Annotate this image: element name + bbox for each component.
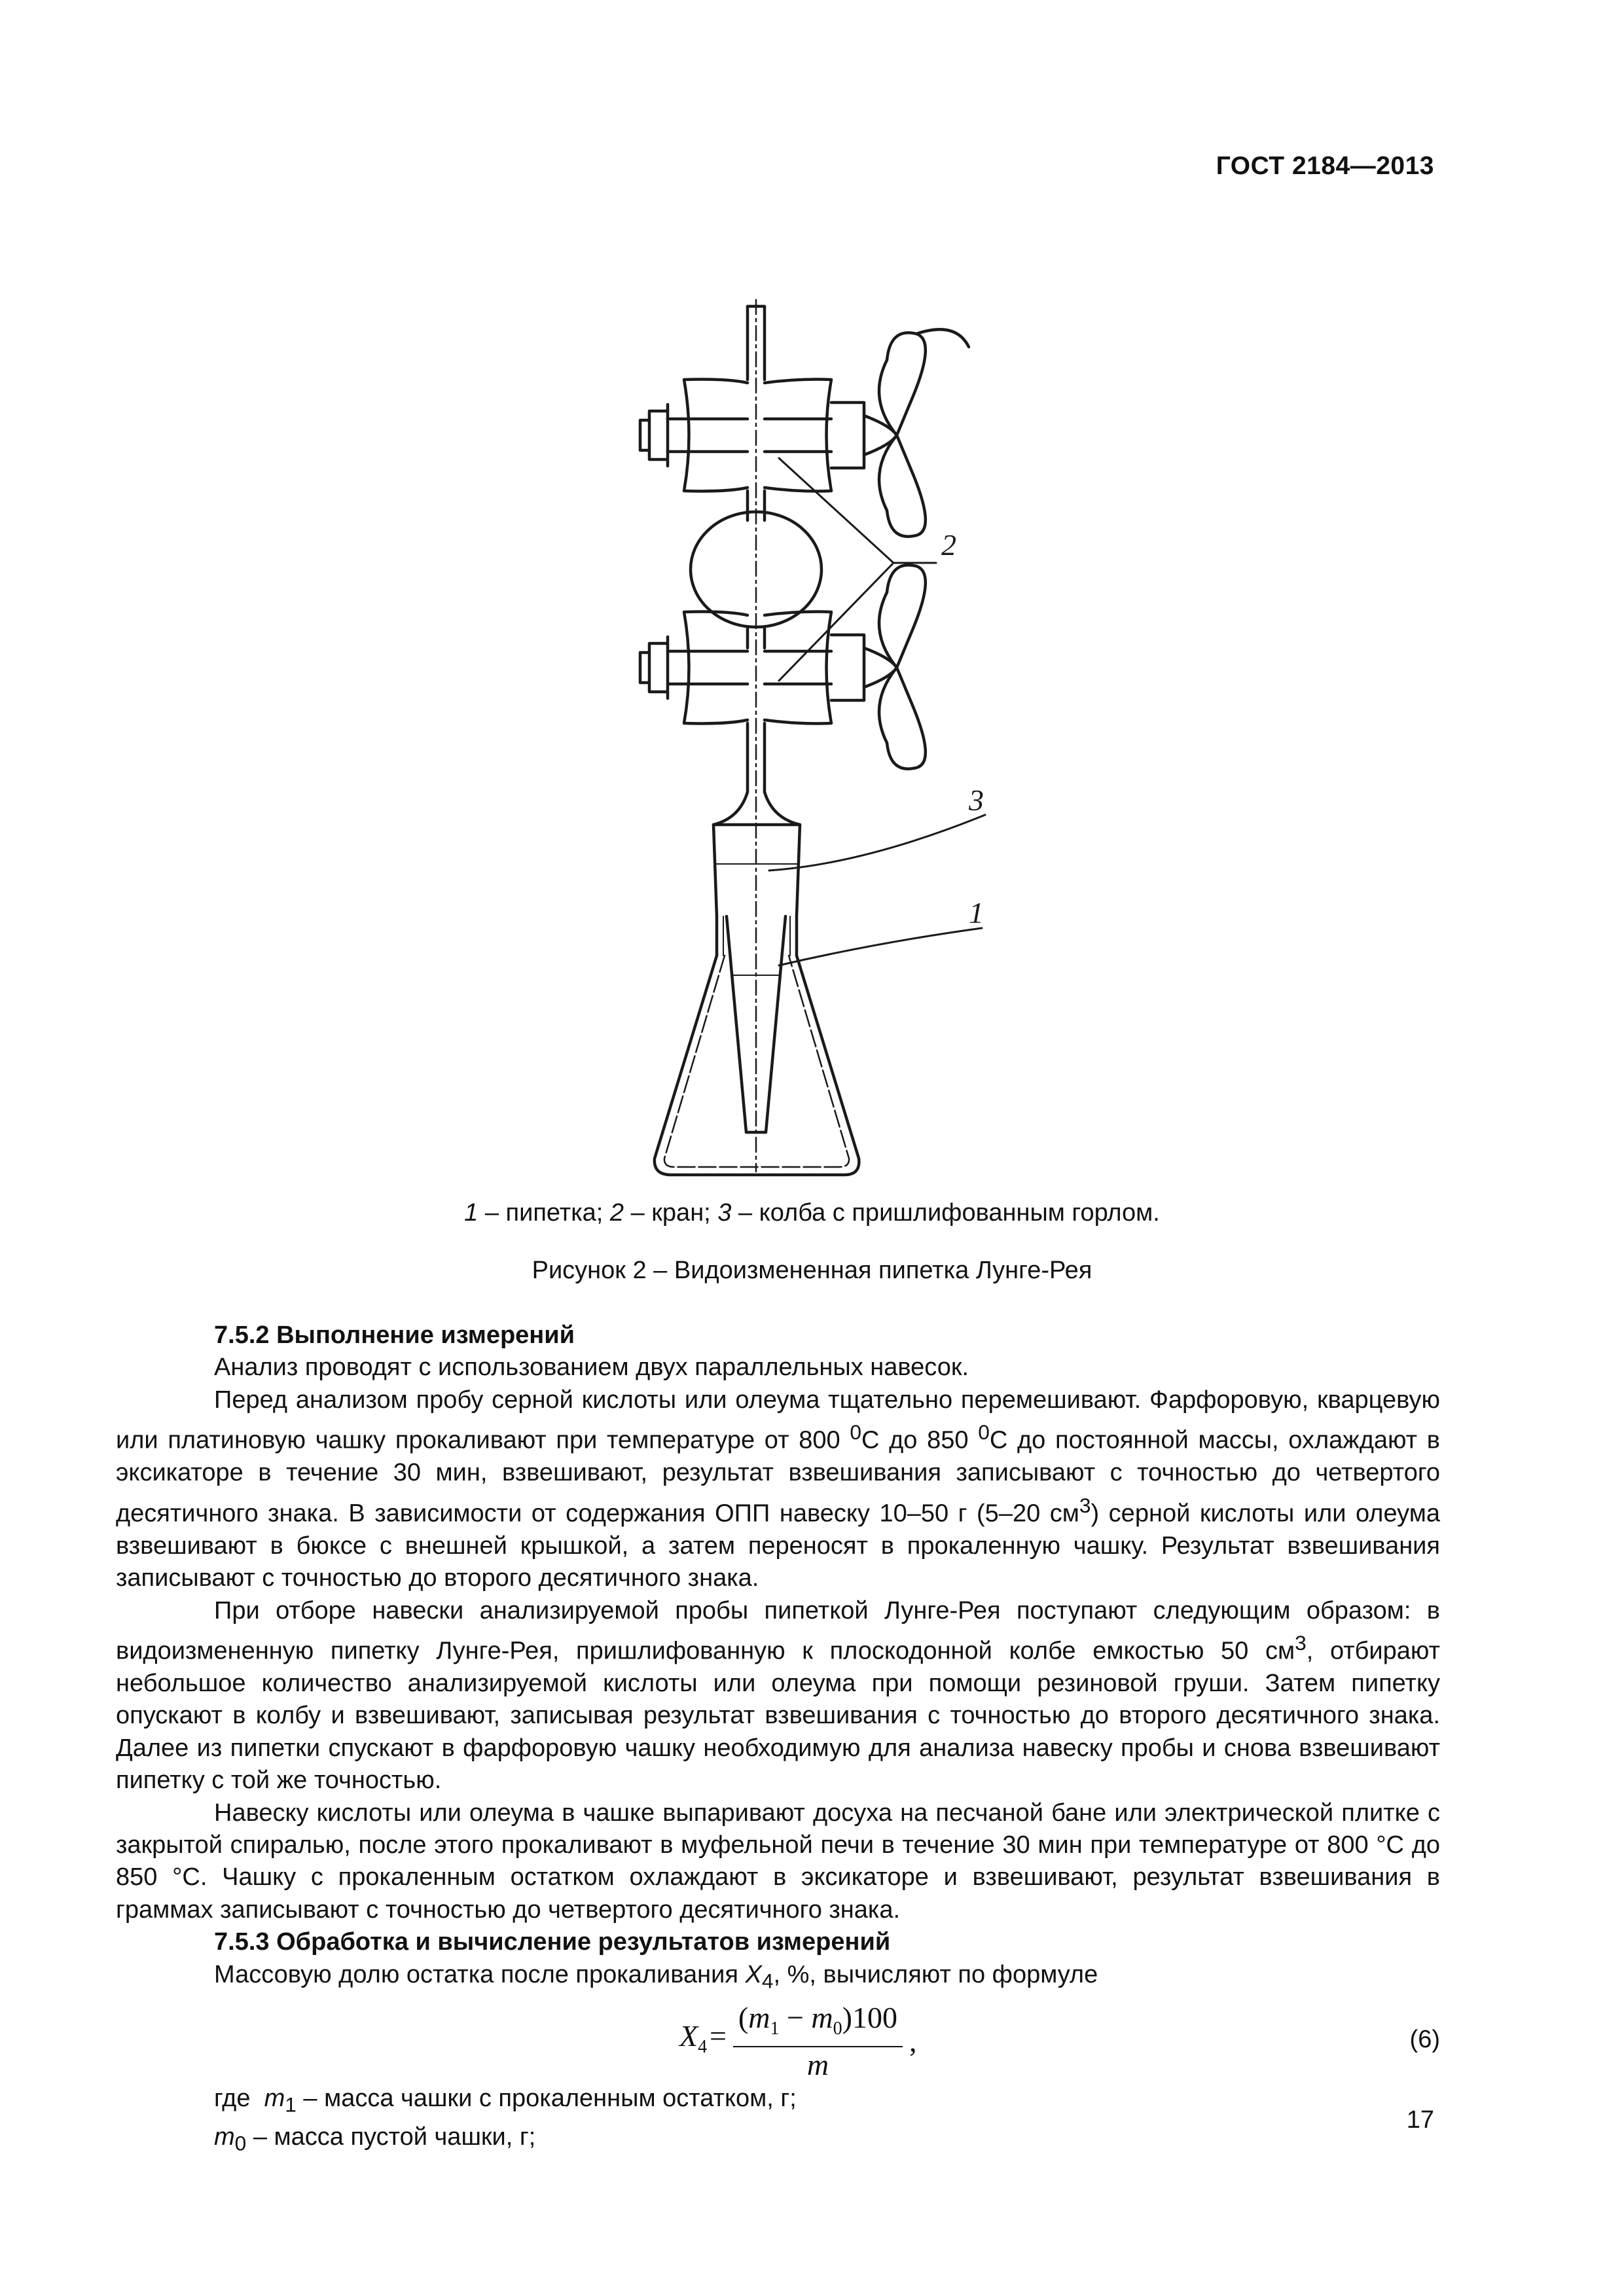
formula-table: [679, 2001, 917, 2082]
formula-comma: ,: [909, 2024, 917, 2058]
formula-symbol: X: [679, 2018, 698, 2053]
equals-sign: =: [709, 2018, 727, 2053]
callout-3: 3: [969, 783, 984, 817]
page-number: 17: [1406, 2106, 1434, 2134]
formula-symbol: m: [811, 2000, 833, 2034]
text-run: – масса пустой чашки, г;: [246, 2123, 536, 2151]
figure-caption: Рисунок 2 – Видоизмененная пипетка Лунге-Рея: [532, 1257, 1092, 1284]
subscript: 4: [761, 1969, 774, 1993]
paren: ): [842, 2000, 852, 2034]
superscript: 3: [1079, 1493, 1091, 1517]
document-body: [116, 1319, 1440, 2160]
equation-number: (6): [1409, 2025, 1440, 2053]
figure-legend: [0, 1199, 1624, 1227]
text-run: При отборе навески анализируемой пробы пипеткой Лунге-Рея поступают следующим образом: в видоизмененную пипетку Лунге-Рея, пришлифованную к плоскодонной колбе емкостью 50 см: [116, 1596, 1440, 1665]
subscript: 1: [285, 2092, 297, 2117]
where-line-1: [116, 2083, 1440, 2121]
paragraph: Анализ проводят с использованием двух параллельных навесок.: [214, 1354, 969, 1382]
subscript: 4: [698, 2037, 708, 2058]
where-line-2: [116, 2121, 1440, 2160]
section-heading-752: 7.5.2 Выполнение измерений: [214, 1321, 575, 1349]
paren: (: [738, 2000, 749, 2034]
subscript: 0: [833, 2018, 842, 2039]
superscript: 0: [850, 1420, 861, 1444]
formula-row: [116, 1998, 1440, 2083]
legend-num-3: 3: [717, 1199, 732, 1227]
pipette-figure: [628, 295, 1008, 1198]
paragraph: [116, 1959, 1440, 1998]
superscript: 3: [1295, 1630, 1307, 1655]
text-run: Перед анализом пробу серной кислоты или олеума тщательно перемешивают. Фарфоровую, кварцевую или платиновую чашку прокаливают при температуре от 800: [116, 1386, 1440, 1454]
text-run: Массовую долю остатка после прокаливания: [214, 1960, 746, 1988]
formula-symbol: m: [748, 2000, 770, 2034]
subscript: 1: [770, 2018, 780, 2039]
text-run: , отбирают небольшое количество анализируемой кислоты или олеума при помощи резиновой груши. Затем пипетку опускают в колбу и взвешивают, записывая результат взвешивания с точностью до второго десятичного знака. Далее из пипетки спускают в фарфоровую чашку необходимую для анализа навеску пробы и снова взвешивают пипетку с той же точностью.: [116, 1637, 1440, 1795]
legend-num-1: 1: [464, 1199, 478, 1227]
legend-text-1: – пипетка;: [478, 1199, 610, 1227]
formula-number: 100: [852, 2000, 897, 2034]
legend-text-3: – колба с пришлифованным горлом.: [731, 1199, 1160, 1227]
text-run: С до 850: [861, 1426, 979, 1454]
variable: m: [214, 2123, 235, 2151]
subscript: 0: [234, 2131, 247, 2155]
formula-numerator: [733, 2001, 903, 2047]
text-run: – масса чашки с прокаленным остатком, г;: [296, 2084, 797, 2112]
legend-text-2: – кран;: [624, 1199, 718, 1227]
callout-2: 2: [941, 528, 956, 562]
formula-6: [679, 2001, 917, 2082]
formula-symbol: m: [806, 2048, 829, 2082]
formula-lhs: [679, 2001, 733, 2082]
text-run: , %, вычисляют по формуле: [773, 1960, 1098, 1988]
text-run: где: [214, 2084, 264, 2112]
variable: m: [264, 2084, 285, 2112]
document-code: ГОСТ 2184—2013: [1216, 152, 1434, 180]
formula-denominator: [733, 2047, 903, 2081]
paragraph: [116, 1595, 1440, 1797]
paragraph: [116, 1384, 1440, 1595]
callout-1: 1: [969, 896, 984, 929]
variable: X: [745, 1960, 762, 1988]
text-run: ) серной кислоты или олеума взвешивают в бюксе с внешней крышкой, а затем переносят в прокаленную чашку. Результат взвешивания записывают с точностью до второго десятичного знака.: [116, 1499, 1441, 1592]
text-run: С до постоянной массы, охлаждают в эксикаторе в течение 30 мин, взвешивают, результат взвешивания записывают с точностью до четвертого десятичного знака. В зависимости от содержания ОПП навеску 10–50 г (5–20 см: [116, 1426, 1440, 1528]
superscript: 0: [978, 1420, 990, 1444]
section-heading-753: 7.5.3 Обработка и вычисление результатов измерений: [214, 1928, 891, 1956]
legend-num-2: 2: [609, 1199, 624, 1227]
paragraph: Навеску кислоты или олеума в чашке выпаривают досуха на песчаной бане или электрической плитке с закрытой спиралью, после этого прокаливают в муфельной печи в течение 30 мин при температуре от 800 °С до 850 °С. Чашку с прокаленным остатком охлаждают в эксикаторе и взвешивают, результат взвешивания в граммах записывают с точностью до четвертого десятичного знака.: [116, 1799, 1440, 1924]
minus-sign: −: [779, 2000, 812, 2034]
